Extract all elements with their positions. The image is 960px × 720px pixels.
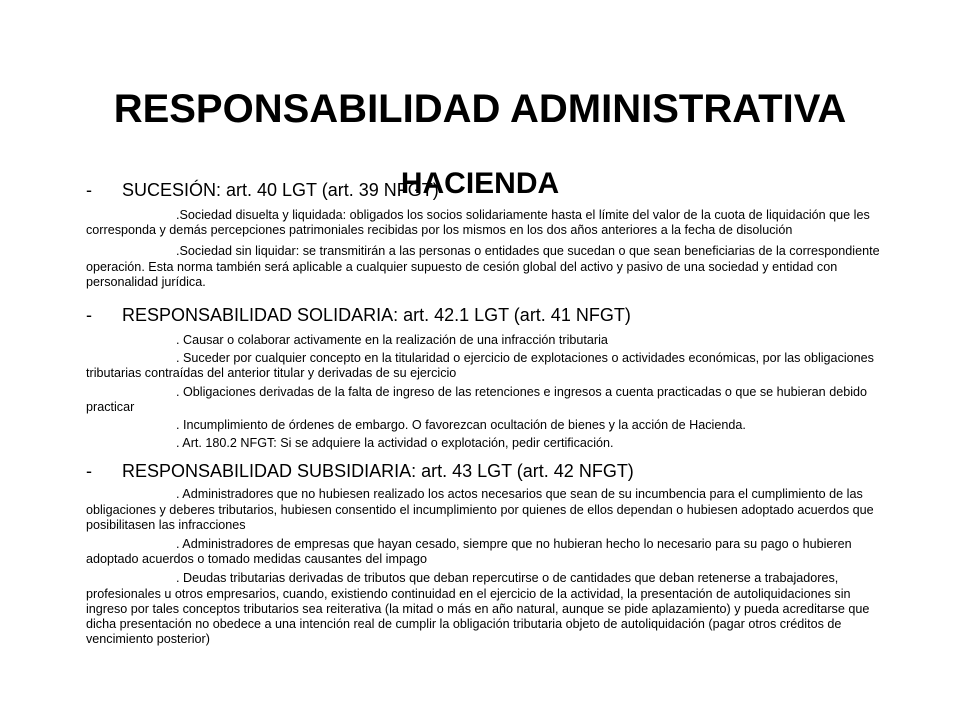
section-item: . Causar o colaborar activamente en la realización de una infracción tributaria [176, 333, 608, 348]
section-items [86, 208, 884, 290]
bullet-dash: - [86, 305, 92, 326]
section-item: .Sociedad sin liquidar: se transmitirán a las personas o entidades que sucedan o que sean beneficiarias de la correspondiente operación. Esta norma también será aplicable a cualquier supuesto de cesión global del activo y pasivo de una sociedad y entidad con personalidad jurídica. [86, 244, 880, 289]
section-responsabilidad-subsidiaria [86, 459, 884, 647]
slide-body [86, 178, 884, 651]
section-heading-text: SUCESIÓN: art. 40 LGT (art. 39 NFGT) [122, 180, 439, 200]
section-heading-text: RESPONSABILIDAD SUBSIDIARIA: art. 43 LGT (art. 42 NFGT) [122, 461, 634, 482]
bullet-dash: - [86, 180, 92, 200]
section-item: . Obligaciones derivadas de la falta de ingreso de las retenciones e ingresos a cuenta practicadas o que se hubieran debido practicar [86, 384, 868, 414]
section-items [86, 333, 884, 451]
section-item: . Suceder por cualquier concepto en la titularidad o ejercicio de explotaciones o actividades económicas, por las obligaciones tributarias contraídas del anterior titular y derivadas de su ejercicio [86, 351, 874, 381]
slide-subtitle: HACIENDA [400, 166, 560, 200]
bullet-dash: - [86, 461, 92, 482]
section-heading [86, 303, 884, 327]
section-item: . Administradores que no hubiesen realizado los actos necesarios que sean de su incumbencia para el cumplimiento de las obligaciones y deberes tributarios, hubiesen consentido el incumplimiento por quienes de ellos dependan o hubiesen adoptado acuerdos que posibilitasen las infracciones [86, 487, 874, 532]
section-heading [86, 178, 884, 202]
section-item: . Deudas tributarias derivadas de tributos que deban repercutirse o de cantidades que deban retenerse a trabajadores, profesionales u otros empresarios, cuando, existiendo continuidad en el ejercicio de la actividad, la presentación de autoliquidaciones sin ingreso por tales conceptos tributarios sea reiterativa (la mitad o más en año natural, aunque se pide aplazamiento) y pueda acreditarse que dicha presentación no obedece a una intención real de cumplir la obligación tributaria objeto de autoliquidación (pagar otros créditos de vencimiento posterior) [86, 571, 870, 647]
section-sucesion [86, 178, 884, 290]
section-item: .Sociedad disuelta y liquidada: obligados los socios solidariamente hasta el límite del valor de la cuota de liquidación que les corresponda y demás percepciones patrimoniales recibidas por los mismos en los dos años anteriores a la fecha de disolución [86, 208, 870, 238]
section-item: . Art. 180.2 NFGT: Si se adquiere la actividad o explotación, pedir certificación. [176, 436, 614, 451]
section-item: . Incumplimiento de órdenes de embargo. O favorezcan ocultación de bienes y la acción de Hacienda. [176, 418, 746, 433]
section-responsabilidad-solidaria [86, 303, 884, 451]
slide-title: RESPONSABILIDAD ADMINISTRATIVA [113, 86, 847, 131]
section-heading-text: RESPONSABILIDAD SOLIDARIA: art. 42.1 LGT (art. 41 NFGT) [122, 305, 631, 326]
section-item: . Administradores de empresas que hayan cesado, siempre que no hubieran hecho lo necesario para su pago o hubieren adoptado acuerdos o tomado medidas causantes del impago [86, 537, 852, 567]
section-heading [86, 459, 884, 483]
section-items [86, 487, 884, 647]
